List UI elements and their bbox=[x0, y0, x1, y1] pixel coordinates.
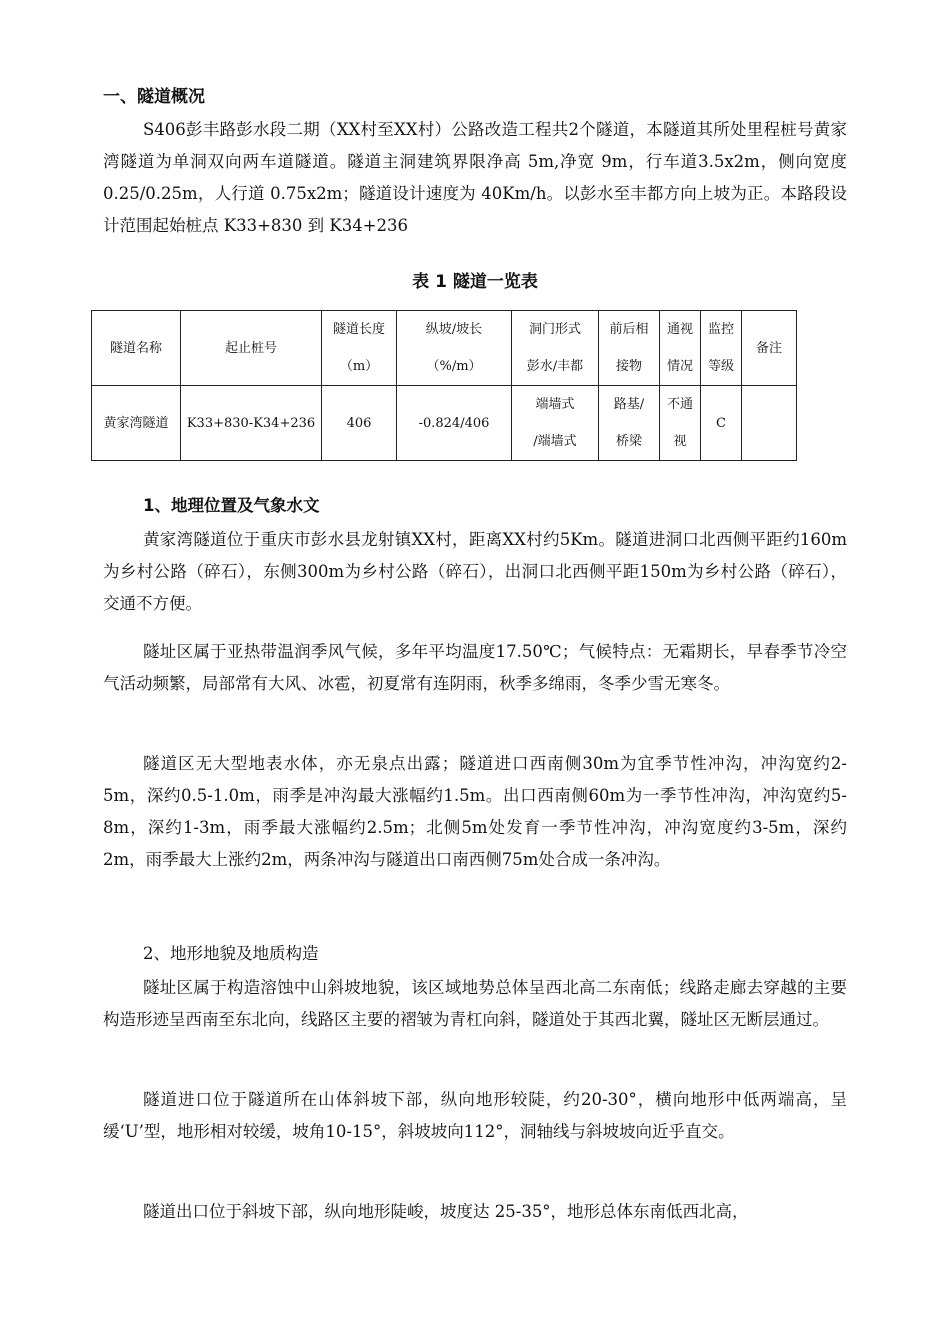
entrance-paragraph: 隧道进口位于隧道所在山体斜坡下部，纵向地形较陡，约20-30°，横向地形中低两端高，呈缓‘U’型，地形相对较缓，坡角10-15°，斜坡坡向112°，洞轴线与斜坡坡向近乎直交。 bbox=[103, 1090, 847, 1141]
geography-paragraph: 黄家湾隧道位于重庆市彭水县龙射镇XX村，距离XX村约5Km。隧道进洞口北西侧平距约160m为乡村公路（碎石），东侧300m为乡村公路（碎石），出洞口北西侧平距150m为乡村公路（碎石），交通不方便。 bbox=[103, 530, 847, 613]
tunnel-table bbox=[91, 310, 797, 461]
table-cell: 路基/ 桥梁 bbox=[599, 386, 660, 461]
header-cell: 隧道长度 （m） bbox=[322, 311, 397, 386]
table-cell: 406 bbox=[322, 386, 397, 461]
header-cell: 前后相 接物 bbox=[599, 311, 660, 386]
intro-paragraph: S406彭丰路彭水段二期（XX村至XX村）公路改造工程共2个隧道，本隧道其所处里程桩号黄家湾隧道为单洞双向两车道隧道。隧道主洞建筑界限净高 5m,净宽 9m，行车道3.5x2m，侧向宽度 0.25/0.25m，人行道 0.75x2m；隧道设计速度为 40Km/h。以彭水至丰都方向上坡为正。本路段设计范围起始桩点 K33+830 到 K34+236 bbox=[103, 120, 847, 235]
header-cell: 备注 bbox=[742, 311, 797, 386]
table-cell: 黄家湾隧道 bbox=[92, 386, 181, 461]
header-cell: 隧道名称 bbox=[92, 311, 181, 386]
header-cell: 洞门形式 彭水/丰都 bbox=[512, 311, 599, 386]
subsection-title-geography: 1、地理位置及气象水文 bbox=[143, 496, 320, 515]
header-cell: 纵坡/坡长 （%/m） bbox=[397, 311, 512, 386]
table-cell: -0.824/406 bbox=[397, 386, 512, 461]
table-caption: 表 1 隧道一览表 bbox=[412, 272, 538, 292]
header-cell: 起止桩号 bbox=[181, 311, 322, 386]
header-cell: 通视 情况 bbox=[660, 311, 701, 386]
table-cell: 端墙式 /端墙式 bbox=[512, 386, 599, 461]
terrain-paragraph: 隧址区属于构造溶蚀中山斜坡地貌，该区域地势总体呈西北高二东南低；线路走廊去穿越的主要构造形迹呈西南至东北向，线路区主要的褶皱为青杠向斜，隧道处于其西北翼，隧址区无断层通过。 bbox=[103, 978, 847, 1029]
header-cell: 监控 等级 bbox=[701, 311, 742, 386]
table-cell: C bbox=[701, 386, 742, 461]
table-header-row bbox=[92, 311, 797, 386]
table-row bbox=[92, 386, 797, 461]
section-title: 一、隧道概况 bbox=[103, 87, 205, 107]
table-cell: 不通 视 bbox=[660, 386, 701, 461]
exit-paragraph: 隧道出口位于斜坡下部，纵向地形陡峻，坡度达 25-35°，地形总体东南低西北高， bbox=[143, 1202, 749, 1221]
table-cell bbox=[742, 386, 797, 461]
subsection-title-terrain: 2、地形地貌及地质构造 bbox=[143, 944, 319, 963]
table-cell: K33+830-K34+236 bbox=[181, 386, 322, 461]
climate-paragraph: 隧址区属于亚热带温润季风气候，多年平均温度17.50℃；气候特点：无霜期长，早春季节冷空气活动频繁，局部常有大风、冰雹，初夏常有连阴雨，秋季多绵雨，冬季少雪无寒冬。 bbox=[103, 642, 847, 693]
hydrology-paragraph: 隧道区无大型地表水体，亦无泉点出露；隧道进口西南侧30m为宜季节性冲沟，冲沟宽约2-5m，深约0.5-1.0m，雨季是冲沟最大涨幅约1.5m。出口西南侧60m为一季节性冲沟，冲沟宽约5-8m，深约1-3m，雨季最大涨幅约2.5m；北侧5m处发育一季节性冲沟，冲沟宽度约3-5m，深约2m，雨季最大上涨约2m，两条冲沟与隧道出口南西侧75m处合成一条冲沟。 bbox=[103, 754, 847, 869]
